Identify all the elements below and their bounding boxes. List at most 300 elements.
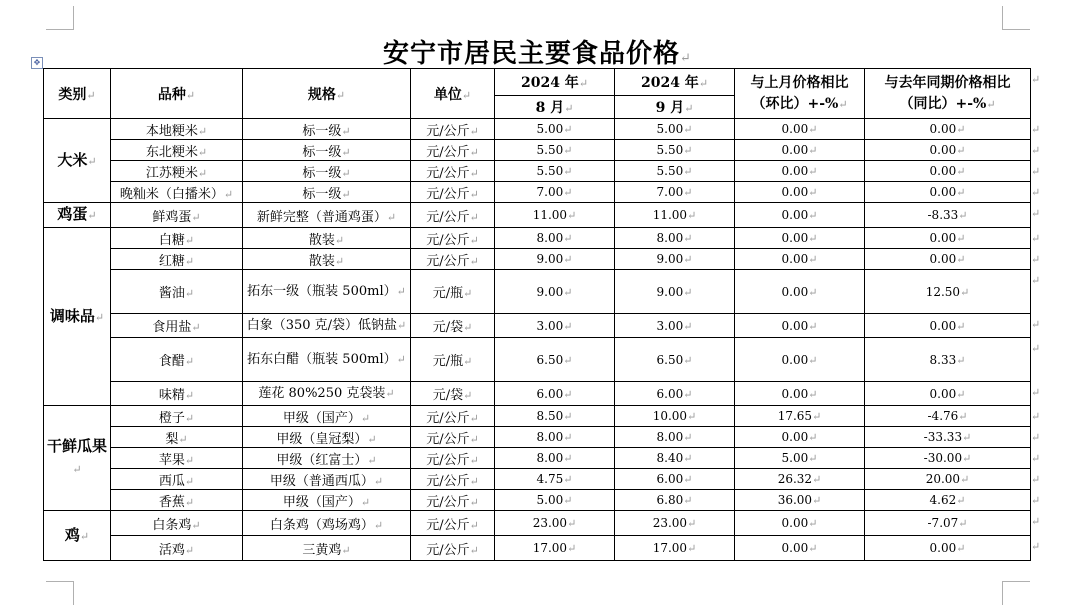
variety-value: 江苏粳米 [145,165,198,181]
paragraph-mark: ↵ [683,387,693,401]
yoy-value: 0.00 [929,386,957,401]
cur-value: 5.50 [656,164,684,178]
paragraph-mark: ↵ [956,353,966,367]
variety-cell [111,338,243,382]
paragraph-mark: ↵ [341,543,351,557]
variety-value: 红糖 [158,253,185,269]
cur-value: 23.00 [652,516,688,530]
mom-value: 0.00 [781,516,809,530]
table-row [44,427,1031,448]
prev-cell [495,490,615,511]
unit-value: 元/公斤 [426,209,470,225]
yoy-value: -30.00 [923,451,963,465]
yoy-cell [865,469,1031,490]
prev-cell [495,161,615,182]
yoy-value: 0.00 [929,143,957,157]
paragraph-mark: ↵ [680,51,692,66]
table-row [44,490,1031,511]
paragraph-mark: ↵ [341,166,351,180]
cur-value: 9.00 [656,284,684,299]
cur-value: 6.00 [656,472,684,486]
row-end-mark: ↵ [1031,273,1041,287]
paragraph-mark: ↵ [956,123,966,136]
paragraph-mark: ↵ [958,410,968,423]
paragraph-mark: ↵ [683,494,693,507]
category-label: 鸡蛋 [57,205,88,223]
prev-value: 4.75 [536,472,564,486]
table-row [44,203,1031,228]
yoy-cell [865,338,1031,382]
paragraph-mark: ↵ [956,319,966,333]
paragraph-mark: ↵ [683,123,693,136]
paragraph-mark: ↵ [385,387,395,400]
header-variety: 品种↵ [111,69,243,119]
paragraph-mark: ↵ [563,285,573,299]
mom-cell [735,536,865,561]
paragraph-mark: ↵ [808,144,818,157]
spec-cell [243,338,411,382]
yoy-cell [865,511,1031,536]
paragraph-mark: ↵ [958,209,968,222]
paragraph-mark: ↵ [79,529,90,543]
paragraph-mark: ↵ [563,387,573,401]
mom-value: 0.00 [781,352,809,367]
table-row [44,182,1031,203]
header-spec: 规格↵ [243,69,411,119]
paragraph-mark: ↵ [87,209,97,222]
spec-cell [243,270,411,314]
unit-value: 元/公斤 [426,253,470,269]
mom-cell [735,338,865,382]
prev-value: 17.00 [532,541,568,555]
unit-cell [411,536,495,561]
paragraph-mark: ↵ [956,186,966,199]
crop-mark-top-left-h [46,29,73,30]
paragraph-mark: ↵ [962,431,972,444]
unit-cell [411,406,495,427]
table-row [44,536,1031,561]
paragraph-mark: ↵ [563,319,573,333]
spec-cell [243,536,411,561]
prev-cell [495,511,615,536]
variety-cell [111,469,243,490]
paragraph-mark: ↵ [958,517,968,530]
mom-cell [735,203,865,228]
spec-cell [243,228,411,249]
prev-value: 9.00 [536,252,564,266]
yoy-cell [865,119,1031,140]
table-row [44,314,1031,338]
cur-cell [615,314,735,338]
yoy-value: -33.33 [923,430,963,444]
cur-value: 5.50 [656,143,684,157]
variety-cell [111,140,243,161]
yoy-cell [865,448,1031,469]
yoy-cell [865,249,1031,270]
paragraph-mark: ↵ [469,495,479,509]
mom-cell [735,490,865,511]
table-row [44,270,1031,314]
paragraph-mark: ↵ [808,186,818,199]
spec-value: 甲级（皇冠梨） [276,431,368,447]
prev-value: 23.00 [532,516,568,530]
mom-value: 0.00 [781,541,809,555]
paragraph-mark: ↵ [808,387,818,401]
paragraph-mark: ↵ [72,463,82,476]
variety-cell [111,511,243,536]
spec-cell [243,382,411,406]
unit-cell [411,314,495,338]
spec-value: 甲级（国产） [282,494,361,510]
paragraph-mark: ↵ [563,232,573,245]
paragraph-mark: ↵ [469,233,479,247]
paragraph-mark: ↵ [469,432,479,446]
paragraph-mark: ↵ [808,319,818,333]
mom-value: 0.00 [781,252,809,266]
paragraph-mark: ↵ [808,517,818,530]
yoy-cell [865,490,1031,511]
unit-value: 元/公斤 [426,431,470,447]
paragraph-mark: ↵ [469,124,479,138]
cur-value: 8.00 [656,430,684,444]
mom-cell [735,249,865,270]
cur-cell [615,203,735,228]
prev-value: 3.00 [536,318,564,333]
paragraph-mark: ↵ [567,542,577,555]
prev-cell [495,427,615,448]
mom-cell [735,228,865,249]
prev-value: 8.50 [536,409,564,423]
category-cell [44,406,111,511]
paragraph-mark: ↵ [808,209,818,222]
variety-value: 味精 [158,388,185,403]
paragraph-mark: ↵ [463,355,473,368]
spec-cell [243,140,411,161]
paragraph-mark: ↵ [360,495,371,509]
unit-cell [411,427,495,448]
unit-cell [411,228,495,249]
paragraph-mark: ↵ [683,319,693,333]
cur-cell [615,382,735,406]
page-title [0,33,1075,70]
yoy-cell [865,228,1031,249]
paragraph-mark: ↵ [373,518,384,532]
paragraph-mark: ↵ [397,319,407,332]
prev-cell [495,338,615,382]
paragraph-mark: ↵ [687,542,697,555]
spec-value: 拓东白醋（瓶装 500ml） [247,352,397,367]
table-row [44,511,1031,536]
paragraph-mark: ↵ [683,452,693,465]
cur-cell [615,511,735,536]
mom-value: 0.00 [781,185,809,199]
paragraph-mark: ↵ [469,518,479,532]
unit-value: 元/公斤 [426,410,470,426]
paragraph-mark: ↵ [683,253,693,266]
paragraph-mark: ↵ [469,543,479,557]
paragraph-mark: ↵ [94,310,105,324]
unit-value: 元/公斤 [426,144,470,160]
spec-value: 白象（350 克/袋）低钠盐 [246,318,398,333]
category-label: 干鲜瓜果 [46,437,107,455]
table-row [44,119,1031,140]
variety-value: 食用盐 [152,320,192,335]
unit-cell [411,182,495,203]
unit-value: 元/公斤 [426,186,470,202]
paragraph-mark: ↵ [341,145,351,159]
category-label: 调味品 [49,306,95,325]
cur-value: 9.00 [656,252,684,266]
paragraph-mark: ↵ [373,474,384,488]
mom-cell [735,314,865,338]
spec-value: 标一级 [302,123,342,139]
prev-cell [495,203,615,228]
header-cur-month: 9 月↵ [615,96,735,119]
crop-mark-bottom-right-h [1003,581,1030,582]
paragraph-mark: ↵ [184,254,195,268]
paragraph-mark: ↵ [563,186,573,199]
paragraph-mark: ↵ [563,473,573,486]
table-row [44,382,1031,406]
mom-cell [735,182,865,203]
category-label: 大米 [57,150,88,169]
paragraph-mark: ↵ [563,452,573,465]
paragraph-mark: ↵ [808,123,818,136]
paragraph-mark: ↵ [469,166,479,180]
yoy-cell [865,382,1031,406]
cur-cell [615,406,735,427]
prev-cell [495,119,615,140]
cur-cell [615,161,735,182]
unit-cell [411,140,495,161]
cur-value: 8.40 [656,451,684,465]
spec-cell [243,511,411,536]
spec-value: 标一级 [302,186,342,202]
variety-value: 本地粳米 [145,123,198,139]
header-yoy: 与去年同期价格相比 （同比）+-%↵ [865,69,1031,119]
spec-cell [243,203,411,228]
variety-value: 西瓜 [158,473,185,489]
paragraph-mark: ↵ [956,542,966,555]
cur-value: 17.00 [652,541,688,555]
paragraph-mark: ↵ [956,165,966,178]
crop-mark-bottom-left-h [46,581,73,582]
cur-value: 5.00 [656,122,684,136]
yoy-value: 0.00 [929,231,957,245]
row-end-mark: ↵ [1031,493,1041,507]
table-move-handle-icon[interactable]: ✥ [31,57,43,69]
paragraph-mark: ↵ [184,233,195,247]
paragraph-mark: ↵ [563,144,573,157]
variety-cell [111,536,243,561]
yoy-value: -4.76 [927,409,959,423]
table-row [44,448,1031,469]
prev-cell [495,228,615,249]
paragraph-mark: ↵ [563,410,573,423]
prev-value: 5.00 [536,493,564,507]
mom-cell [735,469,865,490]
spec-cell [243,182,411,203]
unit-cell [411,270,495,314]
unit-value: 元/瓶 [432,354,464,369]
unit-value: 元/袋 [432,388,464,403]
mom-cell [735,406,865,427]
row-end-mark: ↵ [1031,143,1041,157]
cur-cell [615,427,735,448]
spec-cell [243,448,411,469]
unit-value: 元/公斤 [426,473,470,489]
spec-value: 标一级 [302,144,342,160]
paragraph-mark: ↵ [808,165,818,178]
spec-value: 新鲜完整（普通鸡蛋） [256,209,387,225]
spec-value: 莲花 80%250 克袋装 [258,386,386,401]
prev-cell [495,382,615,406]
variety-value: 橙子 [158,410,185,426]
paragraph-mark: ↵ [956,232,966,245]
header-row-1 [44,69,1031,96]
variety-value: 酱油 [158,286,185,301]
mom-value: 0.00 [781,430,809,444]
yoy-value: 4.62 [929,493,957,507]
variety-value: 晚籼米（白播米） [119,186,224,202]
prev-value: 9.00 [536,284,564,299]
spec-value: 三黄鸡 [302,542,342,558]
row-end-mark: ↵ [1031,317,1041,331]
mom-cell [735,382,865,406]
unit-value: 元/公斤 [426,232,470,248]
paragraph-mark: ↵ [178,432,188,446]
paragraph-mark: ↵ [223,187,234,201]
variety-value: 苹果 [158,452,185,468]
unit-value: 元/公斤 [426,452,470,468]
row-end-mark: ↵ [1031,451,1041,465]
mom-cell [735,161,865,182]
paragraph-mark: ↵ [334,254,345,268]
paragraph-mark: ↵ [184,453,195,467]
paragraph-mark: ↵ [683,285,693,299]
yoy-value: 20.00 [925,472,961,486]
unit-cell [411,338,495,382]
spec-cell [243,161,411,182]
category-cell [44,511,111,561]
cur-cell [615,228,735,249]
spec-cell [243,406,411,427]
paragraph-mark: ↵ [469,210,479,224]
paragraph-mark: ↵ [463,287,473,300]
row-end-mark: ↵ [1031,341,1041,355]
paragraph-mark: ↵ [469,254,479,268]
paragraph-mark: ↵ [683,353,693,367]
paragraph-mark: ↵ [87,154,97,168]
paragraph-mark: ↵ [808,285,818,299]
prev-value: 6.00 [536,386,564,401]
cur-value: 3.00 [656,318,684,333]
row-end-mark: ↵ [1031,539,1041,553]
variety-cell [111,427,243,448]
spec-cell [243,119,411,140]
cur-value: 8.00 [656,231,684,245]
prev-cell [495,536,615,561]
cur-cell [615,119,735,140]
page-title-text: 安宁市居民主要食品价格 [383,39,681,69]
mom-cell [735,511,865,536]
paragraph-mark: ↵ [808,431,818,444]
paragraph-mark: ↵ [197,166,208,180]
prev-cell [495,249,615,270]
unit-value: 元/公斤 [426,165,470,181]
category-label: 鸡 [64,525,80,544]
crop-mark-top-right-v [1002,6,1003,30]
mom-value: 17.65 [777,409,813,423]
prev-value: 6.50 [536,352,564,367]
paragraph-mark: ↵ [197,145,208,159]
cur-cell [615,140,735,161]
unit-cell [411,203,495,228]
spec-cell [243,469,411,490]
table-row [44,406,1031,427]
paragraph-mark: ↵ [367,432,377,446]
paragraph-mark: ↵ [812,494,822,507]
prev-value: 5.50 [536,164,564,178]
paragraph-mark: ↵ [687,209,697,222]
paragraph-mark: ↵ [386,210,397,224]
prev-cell [495,406,615,427]
cur-cell [615,338,735,382]
paragraph-mark: ↵ [341,124,351,138]
unit-cell [411,249,495,270]
mom-cell [735,427,865,448]
cur-cell [615,270,735,314]
variety-cell [111,249,243,270]
paragraph-mark: ↵ [463,389,473,402]
yoy-cell [865,140,1031,161]
mom-value: 0.00 [781,208,809,222]
cur-value: 6.00 [656,386,684,401]
paragraph-mark: ↵ [469,187,479,201]
paragraph-mark: ↵ [563,253,573,266]
spec-value: 散装 [308,232,335,248]
category-cell [44,119,111,203]
paragraph-mark: ↵ [469,474,479,488]
paragraph-mark: ↵ [956,144,966,157]
variety-value: 鲜鸡蛋 [152,209,192,225]
cur-cell [615,469,735,490]
category-cell [44,228,111,406]
category-cell [44,203,111,228]
header-cur-year: 2024 年↵ [615,69,735,96]
yoy-cell [865,182,1031,203]
paragraph-mark: ↵ [683,232,693,245]
paragraph-mark: ↵ [469,453,479,467]
unit-value: 元/公斤 [426,494,470,510]
row-end-mark: ↵ [1031,430,1041,444]
paragraph-mark: ↵ [469,145,479,159]
unit-cell [411,511,495,536]
paragraph-mark: ↵ [191,210,201,224]
row-end-mark: ↵ [1031,252,1041,266]
crop-mark-top-right-h [1003,29,1030,30]
paragraph-mark: ↵ [683,186,693,199]
spec-value: 甲级（红富士） [276,452,368,468]
prev-cell [495,314,615,338]
mom-value: 5.00 [781,451,809,465]
paragraph-mark: ↵ [808,353,818,367]
prev-value: 7.00 [536,185,564,199]
yoy-cell [865,536,1031,561]
variety-cell [111,448,243,469]
paragraph-mark: ↵ [956,494,966,507]
crop-mark-top-left-v [73,6,74,30]
